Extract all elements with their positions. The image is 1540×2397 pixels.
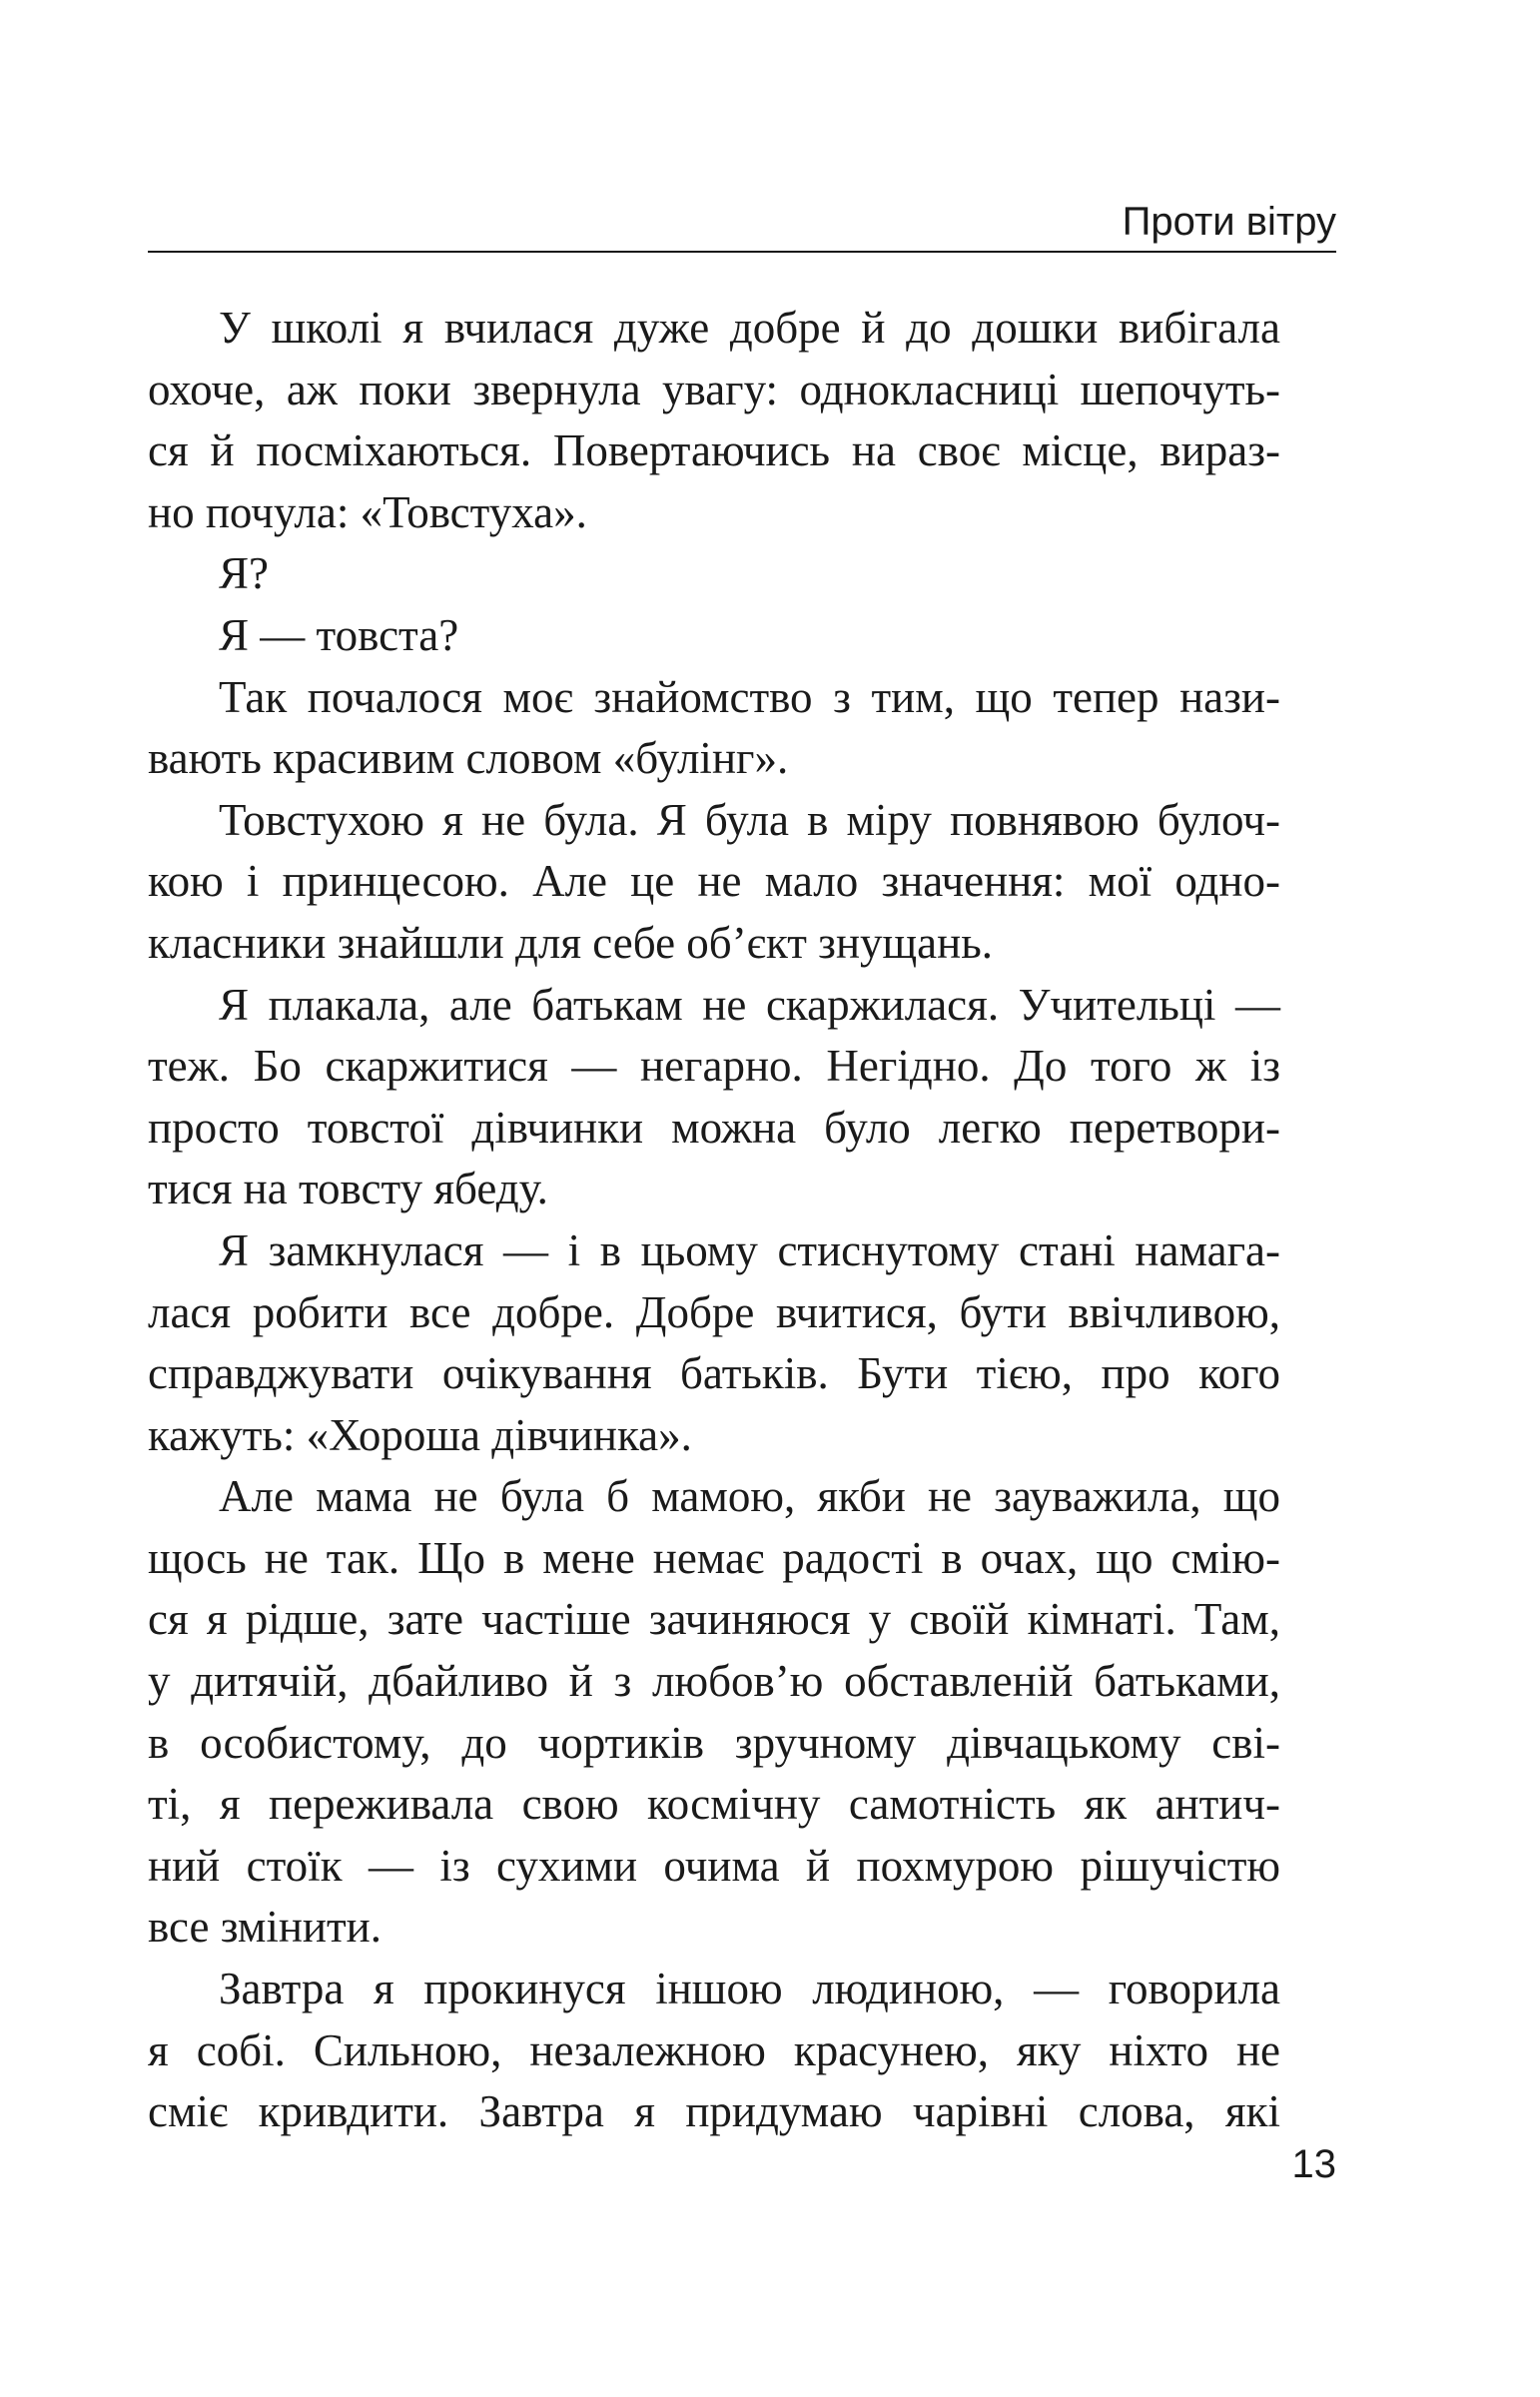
paragraph — [148, 543, 1280, 605]
text-line: я собі. Сильною, незалежною красунею, яку ніхто не — [148, 2024, 1280, 2075]
paragraph — [148, 298, 1280, 543]
text-line: но почула: «Товстуха». — [148, 486, 587, 537]
page-number: 13 — [1291, 2142, 1336, 2186]
running-head-title: Проти вітру — [1122, 200, 1336, 244]
text-line: Так почалося моє знайомство з тим, що тепер нази- — [219, 671, 1280, 722]
text-line: лася робити все добре. Добре вчитися, бути ввічливою, — [148, 1286, 1280, 1337]
paragraph — [148, 1466, 1280, 1959]
text-line: ний стоїк — із сухими очима й похмурою рішучістю — [148, 1840, 1280, 1891]
text-line: теж. Бо скаржитися — негарно. Негідно. До того ж із — [148, 1041, 1280, 1092]
text-line: щось не так. Що в мене немає радості в очах, що смію- — [148, 1532, 1280, 1583]
text-line: У школі я вчилася дуже добре й до дошки вибігала — [219, 303, 1280, 353]
text-line: сміє кривдити. Завтра я придумаю чарівні слова, які — [148, 2086, 1280, 2137]
text-line: просто товстої дівчинки можна було легко перетвори- — [148, 1102, 1280, 1153]
text-line: Я плакала, але батькам не скаржилася. Учительці — — [219, 979, 1280, 1030]
text-line: справджувати очікування батьків. Бути тією, про кого — [148, 1348, 1280, 1399]
text-line: все змінити. — [148, 1902, 383, 1953]
text-line: ся й посміхаються. Повертаючись на своє місце, вираз- — [148, 425, 1280, 476]
text-line: Але мама не була б мамою, якби не зауважила, що — [219, 1471, 1280, 1522]
text-line: тися на товсту ябеду. — [148, 1164, 548, 1214]
text-line: в особистому, до чортиків зручному дівчацькому сві- — [148, 1717, 1280, 1768]
text-line: охоче, аж поки звернула увагу: однокласниці шепочуть- — [148, 364, 1280, 414]
text-line: Я? — [219, 548, 269, 599]
text-line: Я — товста? — [219, 609, 459, 660]
paragraph — [148, 790, 1280, 975]
text-line: кажуть: «Хороша дівчинка». — [148, 1409, 692, 1460]
text-line: Завтра я прокинуся іншою людиною, — говорила — [219, 1964, 1280, 2014]
text-line: класники знайшли для себе об’єкт знущань. — [148, 917, 994, 968]
text-line: вають красивим словом «булінг». — [148, 733, 789, 784]
paragraph — [148, 1959, 1280, 2143]
paragraph — [148, 975, 1280, 1220]
paragraph — [148, 1220, 1280, 1466]
text-line: Товстухою я не була. Я була в міру повнявою булоч- — [219, 794, 1280, 845]
paragraph — [148, 667, 1280, 790]
text-line: ся я рідше, зате частіше зачиняюся у своїй кімнаті. Там, — [148, 1594, 1280, 1645]
text-line: у дитячій, дбайливо й з любов’ю обставленій батьками, — [148, 1656, 1280, 1707]
text-line: кою і принцесою. Але це не мало значення: мої одно- — [148, 856, 1280, 907]
body-text — [148, 298, 1280, 2143]
paragraph — [148, 605, 1280, 667]
text-line: ті, я переживала свою космічну самотність як антич- — [148, 1779, 1280, 1830]
text-line: Я замкнулася — і в цьому стиснутому стані намага- — [219, 1224, 1280, 1275]
header-rule — [148, 251, 1336, 253]
